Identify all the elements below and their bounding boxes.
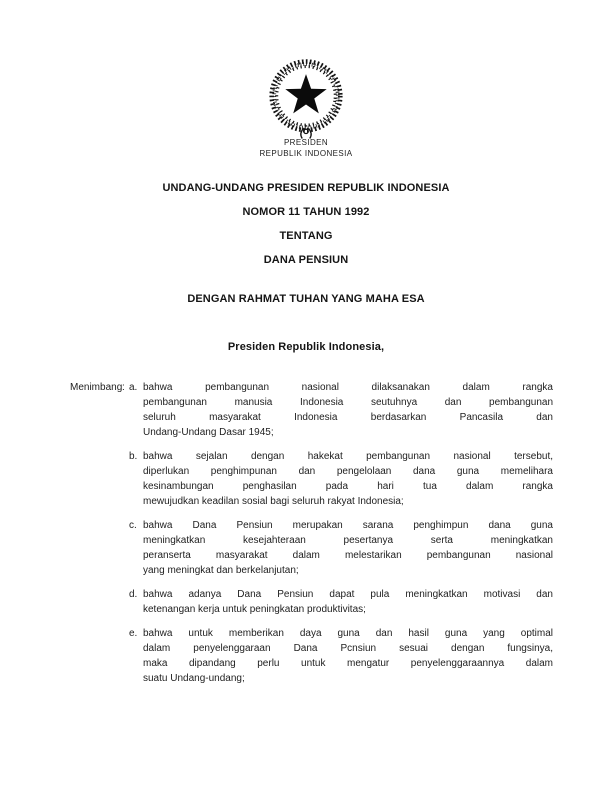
text-line: suatu Undang-undang; bbox=[143, 673, 245, 684]
star-icon bbox=[285, 74, 326, 113]
text-line: meningkatkan kesejahteraan pesertanya serta meningkatkan bbox=[143, 535, 553, 546]
text-line: maka dipandang perlu untuk mengatur penyelenggaraannya dalam bbox=[143, 658, 553, 669]
doc-title-line1: UNDANG-UNDANG PRESIDEN REPUBLIK INDONESIA bbox=[162, 182, 450, 194]
consideration-item-e bbox=[129, 626, 553, 686]
doc-title-tentang: TENTANG bbox=[279, 230, 333, 242]
text-line: bahwa pembangunan nasional dilaksanakan dalam rangka bbox=[143, 382, 553, 393]
item-text bbox=[143, 449, 553, 509]
item-marker: a. bbox=[129, 382, 138, 393]
text-line: ketenangan kerja untuk peningkatan produktivitas; bbox=[143, 604, 366, 615]
item-text bbox=[143, 587, 553, 617]
doc-title-subject: DANA PENSIUN bbox=[263, 254, 349, 266]
text-line: bahwa sejalan dengan hakekat pembangunan nasional tersebut, bbox=[143, 451, 553, 462]
item-marker: e. bbox=[129, 628, 138, 639]
text-line: mewujudkan keadilan sosial bagi seluruh rakyat Indonesia; bbox=[143, 496, 404, 507]
consideration-item-d bbox=[129, 587, 553, 617]
item-text bbox=[143, 518, 553, 578]
text-line: yang meningkat dan berkelanjutan; bbox=[143, 565, 299, 576]
doc-title-number: NOMOR 11 TAHUN 1992 bbox=[242, 206, 370, 218]
considerations-label: Menimbang bbox=[70, 382, 123, 393]
text-line: seluruh masyarakat Indonesia berdasarkan Pancasila dan bbox=[143, 412, 553, 423]
item-text bbox=[143, 380, 553, 440]
item-marker: d. bbox=[129, 589, 138, 600]
considerations-separator: : bbox=[122, 382, 125, 393]
text-line: bahwa untuk memberikan daya guna dan hasil guna yang optimal bbox=[143, 628, 553, 639]
text-line: Undang-Undang Dasar 1945; bbox=[143, 427, 274, 438]
presidential-star-wreath-emblem-icon bbox=[264, 54, 348, 146]
text-line: bahwa adanya Dana Pensiun dapat pula meningkatkan motivasi dan bbox=[143, 589, 553, 600]
consideration-item-c bbox=[129, 518, 553, 578]
letterhead bbox=[0, 137, 612, 159]
considerations-section bbox=[70, 380, 553, 695]
invocation-line: DENGAN RAHMAT TUHAN YANG MAHA ESA bbox=[187, 293, 425, 305]
consideration-item-b bbox=[129, 449, 553, 509]
letterhead-line-presiden: PRESIDEN bbox=[283, 138, 329, 147]
issuer-line: Presiden Republik Indonesia, bbox=[227, 341, 385, 353]
considerations-list bbox=[129, 380, 553, 695]
text-line: peranserta masyarakat dalam melestarikan pembangunan nasional bbox=[143, 550, 553, 561]
text-line: pembangunan manusia Indonesia seutuhnya dan pembangunan bbox=[143, 397, 553, 408]
consideration-item-a bbox=[129, 380, 553, 440]
text-line: diperlukan penghimpunan dan pengelolaan dana guna memelihara bbox=[143, 466, 553, 477]
text-line: dalam penyelenggaraan Dana Pcnsiun sesuai dengan fungsinya, bbox=[143, 643, 553, 654]
item-marker: c. bbox=[129, 520, 137, 531]
item-text bbox=[143, 626, 553, 686]
letterhead-line-republik: REPUBLIK INDONESIA bbox=[259, 149, 353, 158]
item-marker: b. bbox=[129, 451, 138, 462]
text-line: kesinambungan penghasilan pada hari tua dalam rangka bbox=[143, 481, 553, 492]
text-line: bahwa Dana Pensiun merupakan sarana penghimpun dana guna bbox=[143, 520, 553, 531]
